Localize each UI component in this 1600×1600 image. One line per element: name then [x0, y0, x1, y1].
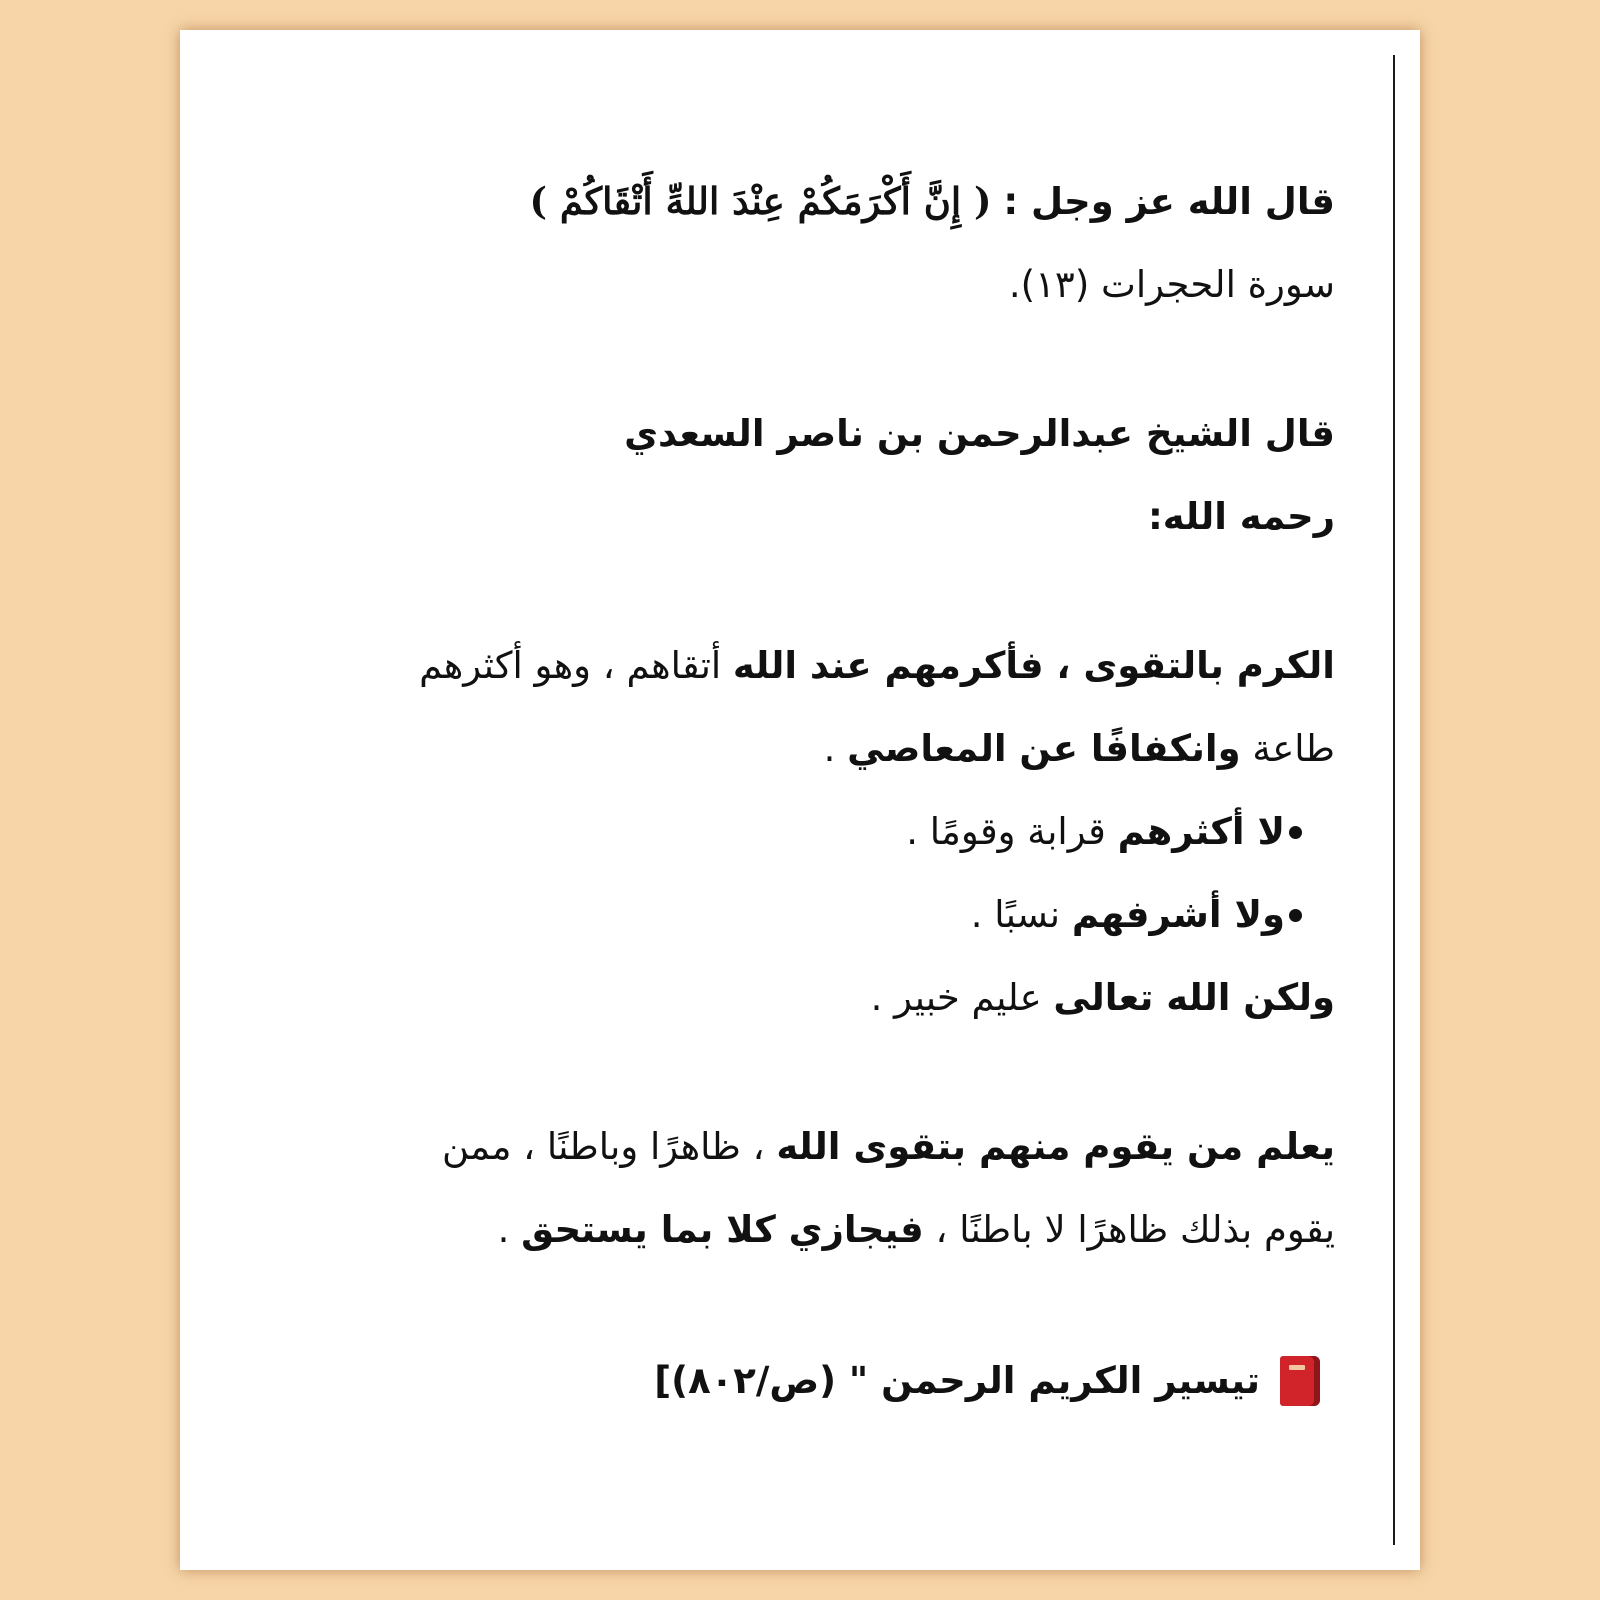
verse-line — [275, 160, 1335, 243]
para2-normal-a: ، ظاهرًا وباطنًا ، ممن — [442, 1125, 777, 1168]
scholar-intro-line1: قال الشيخ عبدالرحمن بن ناصر السعدي — [624, 412, 1335, 455]
para1-normal-a: أتقاهم ، وهو أكثرهم — [419, 644, 733, 687]
bullet-normal: قرابة وقومًا . — [906, 810, 1118, 853]
para2-normal-c: . — [497, 1208, 522, 1251]
source-text: تيسير الكريم الرحمن " (ص/٨٠٢)] — [654, 1359, 1260, 1402]
para1-bold-a: الكرم بالتقوى ، فأكرمهم عند الله — [732, 644, 1335, 687]
para2-line2 — [275, 1188, 1335, 1271]
bullet-bold: ولا أشرفهم — [1071, 893, 1285, 936]
para2-line1 — [275, 1105, 1335, 1188]
source-citation — [275, 1337, 1335, 1425]
para2-bold-a: يعلم من يقوم منهم بتقوى الله — [776, 1125, 1335, 1168]
para1-line2 — [275, 707, 1335, 790]
red-book-icon — [1280, 1356, 1320, 1406]
text-content — [275, 160, 1335, 1425]
bullet-normal: نسبًا . — [970, 893, 1072, 936]
verse-text: ( إِنَّ أَكْرَمَكُمْ عِنْدَ اللهِّ أَتْقَاكُمْ ) — [529, 179, 992, 223]
conclusion-line — [275, 956, 1335, 1039]
conclusion-bold: ولكن الله تعالى — [1053, 976, 1335, 1019]
bullet-dot — [1289, 909, 1302, 922]
bullet-bold: لا أكثرهم — [1117, 810, 1285, 853]
conclusion-normal: عليم خبير . — [870, 976, 1054, 1019]
para1-line1 — [275, 624, 1335, 707]
scholar-intro-line2: رحمه الله: — [1147, 495, 1335, 538]
para1-normal-b: طاعة — [1240, 727, 1335, 770]
para2-normal-b: يقوم بذلك ظاهرًا لا باطنًا ، — [923, 1208, 1335, 1251]
para1-bold-b: وانكفافًا عن المعاصي — [847, 727, 1241, 770]
surah-reference: سورة الحجرات (١٣). — [1008, 263, 1335, 306]
verse-intro: قال الله عز وجل : — [1003, 180, 1335, 223]
para1-normal-c: . — [823, 727, 848, 770]
bullet-item — [275, 790, 1335, 873]
bullet-dot — [1289, 826, 1302, 839]
side-rule — [1393, 55, 1395, 1545]
document-page — [180, 30, 1420, 1570]
para2-bold-b: فيجازي كلا بما يستحق — [521, 1208, 924, 1251]
bullet-item — [275, 873, 1335, 956]
